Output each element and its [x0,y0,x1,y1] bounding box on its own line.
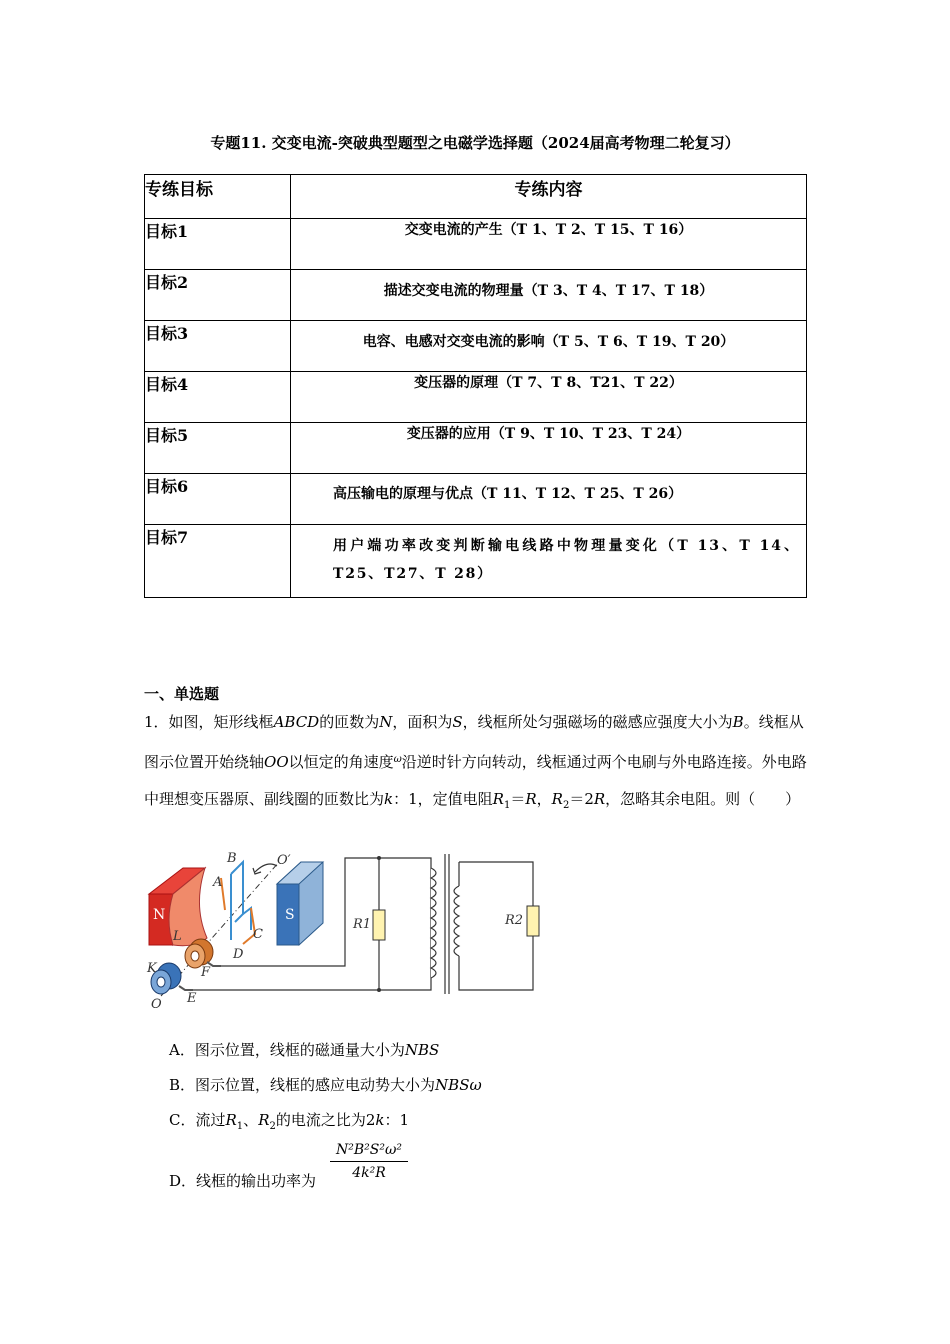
table-row [145,372,807,423]
content-cell: 交变电流的产生（T 1、T 2、T 15、T 16） [291,219,807,270]
label-e: E [187,991,197,1006]
resistor-r1 [373,910,385,940]
goal-cell: 目标4 [145,372,291,423]
option-b[interactable]: B．图示位置，线框的感应电动势大小为NBSω [169,1076,482,1094]
section-heading: 一、单选题 [144,685,220,703]
label-d: D [233,947,244,962]
label-o-prime: O′ [277,853,291,868]
content-cell: 用户端功率改变判断输电线路中物理量变化（T 13、T 14、T25、T27、T 28） [291,525,807,598]
option-a[interactable]: A．图示位置，线框的磁通量大小为NBS [169,1041,440,1059]
label-l: L [173,929,182,944]
content-cell: 变压器的应用（T 9、T 10、T 23、T 24） [291,423,807,474]
primary-loop [379,858,431,990]
goal-cell: 目标3 [145,321,291,372]
goal-cell: 目标7 [145,525,291,598]
goal-cell: 目标5 [145,423,291,474]
label-c: C [253,927,263,942]
option-c[interactable]: C．流过$R_1$、$R_2$的电流之比为2k：1 [169,1111,410,1132]
content-cell: 描述交变电流的物理量（T 3、T 4、T 17、T 18） [291,270,807,321]
goal-cell: 目标1 [145,219,291,270]
label-f: F [201,965,211,980]
coil-abcd [231,862,251,940]
content-cell: 电容、电感对交变电流的影响（T 5、T 6、T 19、T 20） [291,321,807,372]
question-number: 1． [144,713,169,731]
s-label: S [285,907,295,923]
content-cell: 变压器的原理（T 7、T 8、T21、T 22） [291,372,807,423]
header-goal: 专练目标 [145,175,291,219]
table-row [145,423,807,474]
brush-e [179,986,193,990]
page-title: 专题11. 交变电流-突破典型题型之电磁学选择题（2024届高考物理二轮复习） [210,134,740,152]
fraction-denominator: 4k²R [352,1165,386,1181]
table-row [145,474,807,525]
label-r1: R1 [353,917,372,932]
omega-symbol: ω [393,754,402,765]
question-text: 1．如图，矩形线框ABCD的匝数为N，面积为S，线框所处匀强磁场的磁感应强度大小为B。线框从图示位置开始绕轴OO以恒定的角速度$^\omega$沿逆时针方向转动，线框通过两个电刷与外电路连接。外电路中理想变压器原、副线圈的匝数比为k：1，定值电阻$R_1=R$，$R_2=2R$，忽略其余电阻。则（ ） [144,713,807,811]
option-d[interactable]: D．线框的输出功率为 [169,1172,317,1190]
header-content: 专练内容 [291,175,807,219]
label-o: O [151,997,162,1012]
label-r2: R2 [505,913,524,928]
fraction-numerator: N²B²S²ω² [330,1142,408,1162]
secondary-coil [454,886,459,956]
primary-coil [431,868,436,978]
n-label: N [153,907,166,923]
label-a: A [213,875,223,890]
table-row [145,525,807,598]
table-row [145,321,807,372]
table-header-row [145,175,807,219]
goal-cell: 目标2 [145,270,291,321]
generator-transformer-diagram [143,848,543,1013]
s-magnet [277,862,323,945]
goals-table [144,174,807,598]
table-row [145,219,807,270]
label-k: K [147,961,157,976]
resistor-r2 [527,906,539,936]
option-d-fraction [330,1142,408,1181]
goal-cell: 目标6 [145,474,291,525]
arrow-head-icon [253,868,261,874]
table-row [145,270,807,321]
content-cell: 高压输电的原理与优点（T 11、T 12、T 25、T 26） [291,474,807,525]
label-b: B [227,851,237,866]
